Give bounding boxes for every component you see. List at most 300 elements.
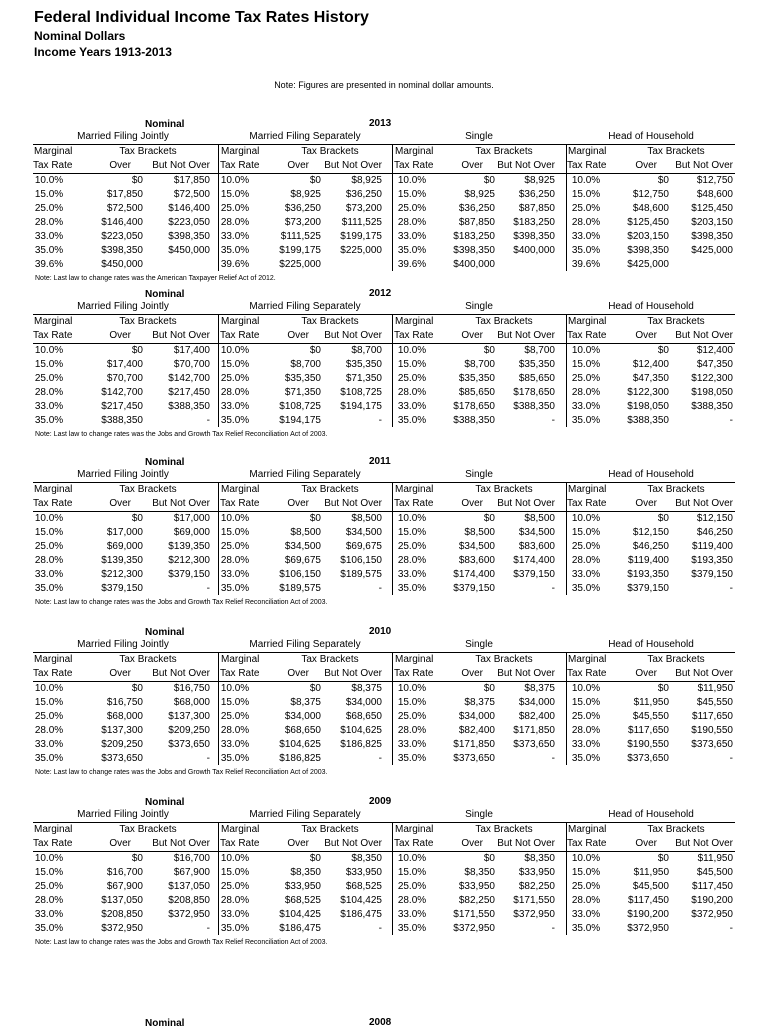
- over-cell: $0: [483, 683, 495, 694]
- rate-cell: 35.0%: [34, 245, 64, 256]
- but-not-over-label: But Not Over: [675, 498, 733, 509]
- over-cell: $104,425: [279, 909, 321, 920]
- table-row: [33, 908, 735, 922]
- but-not-over-cell: $45,500: [696, 867, 733, 878]
- but-not-over-label: But Not Over: [152, 668, 210, 679]
- over-cell: $425,000: [627, 259, 669, 270]
- tax-brackets-label: Tax Brackets: [647, 316, 705, 327]
- but-not-over-cell: $117,450: [692, 881, 733, 892]
- rate-cell: 15.0%: [397, 359, 427, 370]
- marginal-label: Marginal: [395, 146, 434, 157]
- table-row: [33, 696, 735, 710]
- but-not-over-cell: $379,150: [513, 569, 555, 580]
- rate-cell: 25.0%: [220, 711, 250, 722]
- rate-cell: 33.0%: [571, 569, 601, 580]
- rate-cell: 28.0%: [220, 895, 250, 906]
- but-not-over-cell: $11,950: [697, 683, 733, 694]
- tax-brackets-label: Tax Brackets: [475, 824, 533, 835]
- but-not-over-cell: -: [378, 923, 382, 934]
- rate-cell: 25.0%: [571, 373, 601, 384]
- next-section-year-label: 2008: [369, 1017, 392, 1028]
- over-cell: $33,950: [284, 881, 321, 892]
- rate-cell: 28.0%: [220, 555, 250, 566]
- tax-rate-label: Tax Rate: [220, 330, 260, 341]
- rate-cell: 15.0%: [220, 697, 250, 708]
- table-row: [33, 894, 735, 908]
- but-not-over-cell: $400,000: [513, 245, 555, 256]
- marginal-label: Marginal: [568, 654, 607, 665]
- but-not-over-cell: $122,300: [691, 373, 733, 384]
- but-not-over-cell: $203,150: [691, 217, 733, 228]
- over-cell: $223,050: [101, 231, 143, 242]
- tax-rate-label: Tax Rate: [567, 668, 607, 679]
- over-cell: $373,650: [101, 753, 143, 764]
- tax-brackets-label: Tax Brackets: [475, 316, 533, 327]
- filing-status-header-hoh: Head of Household: [608, 469, 694, 480]
- table-row: [33, 258, 735, 272]
- filing-status-header-single: Single: [465, 809, 493, 820]
- over-cell: $111,525: [280, 231, 321, 242]
- next-section-nominal-label: Nominal: [145, 1018, 185, 1029]
- table-row: [33, 216, 735, 230]
- tax-rate-label: Tax Rate: [394, 838, 434, 849]
- over-cell: $450,000: [101, 259, 143, 270]
- over-cell: $199,175: [279, 245, 321, 256]
- law-change-note: Note: Last law to change rates was the Jobs and Growth Tax Relief Reconciliation Act of 2003.: [35, 431, 328, 438]
- but-not-over-label: But Not Over: [497, 160, 555, 171]
- rate-cell: 35.0%: [220, 245, 250, 256]
- over-cell: $0: [131, 853, 143, 864]
- but-not-over-cell: -: [206, 583, 210, 594]
- nominal-label: Nominal: [145, 119, 185, 130]
- but-not-over-cell: $34,000: [345, 697, 382, 708]
- but-not-over-cell: -: [551, 583, 555, 594]
- marginal-label: Marginal: [34, 824, 73, 835]
- rate-cell: 15.0%: [571, 697, 601, 708]
- over-cell: $16,750: [106, 697, 143, 708]
- over-cell: $0: [483, 175, 495, 186]
- but-not-over-cell: $212,300: [168, 555, 210, 566]
- marginal-label: Marginal: [221, 146, 260, 157]
- marginal-label: Marginal: [395, 484, 434, 495]
- over-cell: $388,350: [627, 415, 669, 426]
- but-not-over-cell: $34,000: [518, 697, 555, 708]
- filing-status-header-mfj: Married Filing Jointly: [77, 469, 169, 480]
- rate-cell: 28.0%: [571, 895, 601, 906]
- rate-cell: 35.0%: [220, 923, 250, 934]
- year-block-2009: [33, 796, 735, 949]
- filing-status-header-single: Single: [465, 469, 493, 480]
- rate-cell: 28.0%: [397, 555, 427, 566]
- over-cell: $203,150: [627, 231, 669, 242]
- over-cell: $82,400: [458, 725, 495, 736]
- filing-status-header-hoh: Head of Household: [608, 131, 694, 142]
- tax-brackets-label: Tax Brackets: [301, 146, 359, 157]
- nominal-figures-note: Note: Figures are presented in nominal dollar amounts.: [274, 80, 494, 90]
- table-row: [33, 710, 735, 724]
- rate-cell: 28.0%: [571, 725, 601, 736]
- tax-rate-label: Tax Rate: [567, 838, 607, 849]
- but-not-over-cell: $194,175: [340, 401, 382, 412]
- but-not-over-cell: $35,350: [345, 359, 382, 370]
- but-not-over-cell: $87,850: [518, 203, 555, 214]
- over-cell: $47,350: [632, 373, 669, 384]
- but-not-over-cell: $379,150: [168, 569, 210, 580]
- rate-cell: 33.0%: [34, 401, 64, 412]
- nominal-label: Nominal: [145, 627, 185, 638]
- but-not-over-cell: $17,000: [173, 513, 210, 524]
- over-cell: $212,300: [101, 569, 143, 580]
- but-not-over-cell: $117,650: [692, 711, 733, 722]
- over-cell: $190,550: [627, 739, 669, 750]
- but-not-over-cell: $16,750: [173, 683, 210, 694]
- over-cell: $70,700: [106, 373, 143, 384]
- marginal-label: Marginal: [34, 484, 73, 495]
- table-row: [33, 724, 735, 738]
- but-not-over-cell: $388,350: [513, 401, 555, 412]
- over-label: Over: [461, 838, 483, 849]
- over-cell: $193,350: [627, 569, 669, 580]
- but-not-over-cell: $69,000: [173, 527, 210, 538]
- rate-cell: 35.0%: [34, 753, 64, 764]
- but-not-over-cell: $73,200: [345, 203, 382, 214]
- over-cell: $142,700: [101, 387, 143, 398]
- nominal-label: Nominal: [145, 289, 185, 300]
- tax-brackets-label: Tax Brackets: [301, 654, 359, 665]
- over-cell: $33,950: [458, 881, 495, 892]
- over-cell: $117,450: [628, 895, 669, 906]
- rate-cell: 35.0%: [34, 583, 64, 594]
- tax-brackets-label: Tax Brackets: [301, 316, 359, 327]
- rate-cell: 25.0%: [34, 373, 64, 384]
- rate-cell: 10.0%: [34, 345, 64, 356]
- but-not-over-cell: $8,375: [351, 683, 382, 694]
- over-label: Over: [109, 838, 131, 849]
- over-cell: $0: [483, 345, 495, 356]
- but-not-over-cell: $12,150: [696, 513, 733, 524]
- rate-cell: 25.0%: [34, 541, 64, 552]
- over-label: Over: [461, 498, 483, 509]
- rate-cell: 39.6%: [220, 259, 250, 270]
- rate-cell: 35.0%: [34, 415, 64, 426]
- marginal-label: Marginal: [395, 654, 434, 665]
- marginal-label: Marginal: [221, 484, 260, 495]
- but-not-over-cell: $108,725: [340, 387, 382, 398]
- over-label: Over: [635, 668, 657, 679]
- tax-rate-label: Tax Rate: [394, 160, 434, 171]
- marginal-label: Marginal: [568, 824, 607, 835]
- over-cell: $122,300: [627, 387, 669, 398]
- but-not-over-cell: $8,375: [524, 683, 555, 694]
- table-row: [33, 400, 735, 414]
- over-label: Over: [635, 330, 657, 341]
- over-label: Over: [461, 330, 483, 341]
- tax-rate-label: Tax Rate: [33, 498, 73, 509]
- over-cell: $17,000: [106, 527, 143, 538]
- but-not-over-label: But Not Over: [152, 160, 210, 171]
- but-not-over-cell: $70,700: [173, 359, 210, 370]
- rate-cell: 33.0%: [220, 569, 250, 580]
- over-label: Over: [109, 498, 131, 509]
- but-not-over-cell: $17,400: [173, 345, 210, 356]
- tax-rate-label: Tax Rate: [220, 668, 260, 679]
- but-not-over-cell: $8,500: [524, 513, 555, 524]
- over-cell: $0: [483, 853, 495, 864]
- over-cell: $0: [483, 513, 495, 524]
- over-cell: $186,825: [279, 753, 321, 764]
- over-cell: $85,650: [458, 387, 495, 398]
- marginal-label: Marginal: [221, 654, 260, 665]
- tax-rate-label: Tax Rate: [220, 160, 260, 171]
- over-cell: $8,350: [464, 867, 495, 878]
- over-cell: $137,050: [101, 895, 143, 906]
- but-not-over-cell: -: [551, 415, 555, 426]
- rate-cell: 25.0%: [220, 881, 250, 892]
- over-cell: $0: [131, 513, 143, 524]
- tax-brackets-label: Tax Brackets: [301, 484, 359, 495]
- year-block-2013: [33, 118, 735, 285]
- but-not-over-cell: $71,350: [345, 373, 382, 384]
- over-cell: $171,550: [453, 909, 495, 920]
- table-row: [33, 922, 735, 936]
- over-cell: $117,650: [628, 725, 669, 736]
- over-cell: $0: [131, 345, 143, 356]
- over-cell: $8,375: [290, 697, 321, 708]
- but-not-over-cell: -: [378, 753, 382, 764]
- but-not-over-label: But Not Over: [324, 160, 382, 171]
- rate-cell: 10.0%: [397, 345, 427, 356]
- table-row: [33, 880, 735, 894]
- over-cell: $0: [309, 513, 321, 524]
- table-row: [33, 866, 735, 880]
- but-not-over-cell: -: [729, 583, 733, 594]
- over-cell: $400,000: [453, 259, 495, 270]
- filing-status-header-single: Single: [465, 301, 493, 312]
- over-cell: $217,450: [101, 401, 143, 412]
- rate-cell: 33.0%: [571, 231, 601, 242]
- rate-cell: 33.0%: [571, 739, 601, 750]
- filing-status-header-mfs: Married Filing Separately: [249, 639, 361, 650]
- over-cell: $8,500: [290, 527, 321, 538]
- over-cell: $69,675: [284, 555, 321, 566]
- rate-cell: 25.0%: [220, 203, 250, 214]
- filing-status-header-mfs: Married Filing Separately: [249, 301, 361, 312]
- over-cell: $208,850: [101, 909, 143, 920]
- but-not-over-cell: $69,675: [345, 541, 382, 552]
- rate-cell: 28.0%: [397, 725, 427, 736]
- rate-cell: 25.0%: [397, 711, 427, 722]
- marginal-label: Marginal: [568, 316, 607, 327]
- but-not-over-cell: $16,700: [173, 853, 210, 864]
- but-not-over-cell: $33,950: [345, 867, 382, 878]
- but-not-over-cell: $85,650: [518, 373, 555, 384]
- table-row: [33, 540, 735, 554]
- filing-status-header-mfj: Married Filing Jointly: [77, 301, 169, 312]
- year-label: 2011: [369, 456, 391, 467]
- but-not-over-cell: $36,250: [345, 189, 382, 200]
- over-cell: $16,700: [106, 867, 143, 878]
- document-subtitle-units: Nominal Dollars: [34, 29, 126, 43]
- tax-brackets-label: Tax Brackets: [119, 316, 177, 327]
- tax-rate-label: Tax Rate: [394, 668, 434, 679]
- rate-cell: 35.0%: [220, 415, 250, 426]
- filing-status-header-mfj: Married Filing Jointly: [77, 131, 169, 142]
- rate-cell: 28.0%: [571, 217, 601, 228]
- but-not-over-cell: $425,000: [691, 245, 733, 256]
- but-not-over-cell: $82,250: [518, 881, 555, 892]
- year-label: 2010: [369, 626, 392, 637]
- but-not-over-label: But Not Over: [675, 330, 733, 341]
- over-label: Over: [287, 498, 309, 509]
- over-label: Over: [287, 330, 309, 341]
- rate-cell: 15.0%: [220, 359, 250, 370]
- over-cell: $17,850: [106, 189, 143, 200]
- over-cell: $198,050: [627, 401, 669, 412]
- but-not-over-cell: $398,350: [513, 231, 555, 242]
- tax-brackets-label: Tax Brackets: [119, 824, 177, 835]
- filing-status-header-mfs: Married Filing Separately: [249, 809, 361, 820]
- over-cell: $373,650: [627, 753, 669, 764]
- over-cell: $108,725: [279, 401, 321, 412]
- law-change-note: Note: Last law to change rates was the Jobs and Growth Tax Relief Reconciliation Act of 2003.: [35, 939, 328, 946]
- but-not-over-cell: $178,650: [513, 387, 555, 398]
- rate-cell: 28.0%: [220, 725, 250, 736]
- but-not-over-label: But Not Over: [497, 668, 555, 679]
- rate-cell: 10.0%: [397, 683, 427, 694]
- but-not-over-cell: $372,950: [513, 909, 555, 920]
- rate-cell: 35.0%: [571, 753, 601, 764]
- but-not-over-label: But Not Over: [324, 330, 382, 341]
- over-cell: $379,150: [101, 583, 143, 594]
- but-not-over-label: But Not Over: [675, 160, 733, 171]
- law-change-note: Note: Last law to change rates was the Jobs and Growth Tax Relief Reconciliation Act of 2003.: [35, 769, 328, 776]
- but-not-over-cell: $146,400: [168, 203, 210, 214]
- nominal-label: Nominal: [145, 797, 185, 808]
- rate-cell: 25.0%: [397, 881, 427, 892]
- but-not-over-cell: $68,525: [345, 881, 382, 892]
- over-cell: $48,600: [632, 203, 669, 214]
- over-cell: $0: [657, 853, 669, 864]
- table-row: [33, 202, 735, 216]
- rate-cell: 15.0%: [571, 189, 601, 200]
- filing-status-header-mfj: Married Filing Jointly: [77, 809, 169, 820]
- but-not-over-cell: $199,175: [340, 231, 382, 242]
- rate-cell: 33.0%: [397, 231, 427, 242]
- over-cell: $0: [657, 345, 669, 356]
- rate-cell: 10.0%: [220, 853, 250, 864]
- filing-status-header-hoh: Head of Household: [608, 301, 694, 312]
- table-row: [33, 358, 735, 372]
- but-not-over-cell: $186,825: [340, 739, 382, 750]
- nominal-label: Nominal: [145, 457, 185, 468]
- rate-cell: 25.0%: [220, 373, 250, 384]
- but-not-over-cell: $8,925: [524, 175, 555, 186]
- rate-cell: 25.0%: [397, 541, 427, 552]
- over-cell: $71,350: [284, 387, 321, 398]
- but-not-over-cell: $36,250: [518, 189, 555, 200]
- year-block-2010: [33, 626, 735, 779]
- but-not-over-cell: $104,625: [340, 725, 382, 736]
- rate-cell: 15.0%: [571, 527, 601, 538]
- over-cell: $178,650: [453, 401, 495, 412]
- rate-cell: 10.0%: [571, 175, 601, 186]
- table-row: [33, 582, 735, 596]
- document-header: [34, 8, 369, 60]
- tax-rate-label: Tax Rate: [33, 330, 73, 341]
- over-cell: $72,500: [106, 203, 143, 214]
- rate-cell: 35.0%: [220, 753, 250, 764]
- rate-cell: 15.0%: [34, 189, 64, 200]
- over-cell: $68,000: [106, 711, 143, 722]
- but-not-over-label: But Not Over: [497, 498, 555, 509]
- over-cell: $0: [657, 683, 669, 694]
- marginal-label: Marginal: [395, 824, 434, 835]
- but-not-over-label: But Not Over: [152, 498, 210, 509]
- rate-cell: 15.0%: [397, 867, 427, 878]
- but-not-over-cell: $388,350: [168, 401, 210, 412]
- tax-brackets-label: Tax Brackets: [647, 654, 705, 665]
- but-not-over-cell: $137,300: [168, 711, 210, 722]
- table-row: [33, 188, 735, 202]
- rate-cell: 10.0%: [34, 853, 64, 864]
- rate-cell: 15.0%: [34, 359, 64, 370]
- over-cell: $68,650: [284, 725, 321, 736]
- rate-cell: 15.0%: [571, 867, 601, 878]
- over-cell: $35,350: [284, 373, 321, 384]
- rate-cell: 25.0%: [34, 881, 64, 892]
- year-block-2012: [33, 288, 735, 441]
- rate-cell: 28.0%: [34, 895, 64, 906]
- rate-cell: 35.0%: [397, 923, 427, 934]
- but-not-over-cell: $225,000: [340, 245, 382, 256]
- over-cell: $11,950: [633, 697, 669, 708]
- marginal-label: Marginal: [221, 316, 260, 327]
- over-cell: $45,550: [632, 711, 669, 722]
- year-label: 2009: [369, 796, 392, 807]
- over-cell: $0: [131, 683, 143, 694]
- rate-cell: 28.0%: [220, 387, 250, 398]
- but-not-over-cell: $198,050: [691, 387, 733, 398]
- rate-cell: 39.6%: [397, 259, 427, 270]
- over-cell: $36,250: [284, 203, 321, 214]
- but-not-over-cell: $47,350: [696, 359, 733, 370]
- rate-cell: 35.0%: [571, 415, 601, 426]
- table-row: [33, 386, 735, 400]
- but-not-over-cell: $174,400: [513, 555, 555, 566]
- but-not-over-cell: $11,950: [697, 853, 733, 864]
- over-cell: $8,925: [464, 189, 495, 200]
- rate-cell: 15.0%: [397, 189, 427, 200]
- rate-cell: 28.0%: [397, 895, 427, 906]
- over-cell: $0: [309, 683, 321, 694]
- rate-cell: 28.0%: [220, 217, 250, 228]
- over-cell: $372,950: [453, 923, 495, 934]
- but-not-over-cell: $208,850: [168, 895, 210, 906]
- table-row: [33, 244, 735, 258]
- over-cell: $8,500: [464, 527, 495, 538]
- rate-cell: 10.0%: [220, 683, 250, 694]
- rate-cell: 35.0%: [34, 923, 64, 934]
- marginal-label: Marginal: [395, 316, 434, 327]
- over-cell: $194,175: [279, 415, 321, 426]
- but-not-over-cell: $35,350: [518, 359, 555, 370]
- over-cell: $125,450: [627, 217, 669, 228]
- but-not-over-cell: $372,950: [168, 909, 210, 920]
- marginal-label: Marginal: [34, 654, 73, 665]
- over-cell: $183,250: [453, 231, 495, 242]
- but-not-over-cell: $209,250: [168, 725, 210, 736]
- rate-cell: 15.0%: [571, 359, 601, 370]
